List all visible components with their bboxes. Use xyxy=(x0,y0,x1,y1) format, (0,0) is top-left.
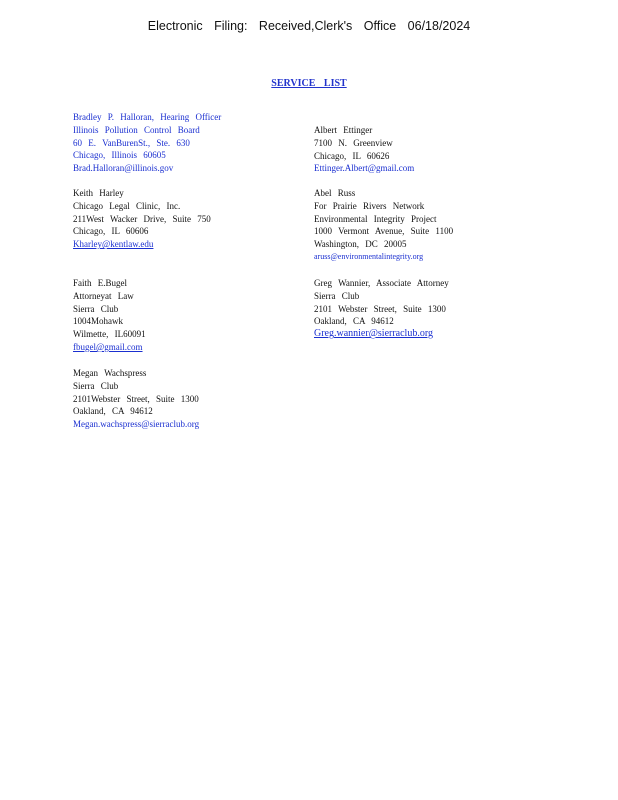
contact-line: 2101Webster Street, Suite 1300 xyxy=(73,393,199,404)
contact-line: 2101 Webster Street, Suite 1300 xyxy=(314,303,446,314)
contact-line: 1004Mohawk xyxy=(73,316,123,327)
contact-line: 1000 Vermont Avenue, Suite 1100 xyxy=(314,226,454,237)
contact-email[interactable]: Brad.Halloran@illinois.gov xyxy=(73,163,174,174)
contact-line: Sierra Club xyxy=(73,303,119,314)
contact-line: Albert Ettinger xyxy=(314,125,373,135)
contact-line: Chicago Legal Clinic, Inc. xyxy=(73,200,181,211)
contact-email[interactable]: Megan.wachspress@sierraclub.org xyxy=(73,419,200,430)
contact-email[interactable]: fbugel@gmail.com xyxy=(73,341,143,352)
contact-line: Attorneyat Law xyxy=(73,290,134,301)
contact-email[interactable]: Kharley@kentlaw.edu xyxy=(73,239,154,250)
contact-line: Oakland, CA 94612 xyxy=(314,316,394,327)
contact-line: Abel Russ xyxy=(314,188,356,198)
contact-wannier xyxy=(314,277,449,341)
contact-line: Environmental Integrity Project xyxy=(314,213,437,224)
contact-ettinger xyxy=(314,124,414,175)
page-title: SERVICE LIST xyxy=(271,78,347,89)
contact-line: Oakland, CA 94612 xyxy=(73,406,153,417)
contact-email[interactable]: Ettinger.Albert@gmail.com xyxy=(314,163,415,174)
contact-line: 60 E. VanBurenSt., Ste. 630 xyxy=(73,137,190,148)
contact-line: For Prairie Rivers Network xyxy=(314,200,425,211)
contact-line: Sierra Club xyxy=(73,380,119,391)
contact-line: Faith E.Bugel xyxy=(73,278,127,288)
contact-line: Keith Harley xyxy=(73,188,124,198)
contact-line: 7100 N. Greenview xyxy=(314,137,393,148)
contact-bugel xyxy=(73,277,146,354)
contact-harley xyxy=(73,187,211,251)
contact-line: Washington, DC 20005 xyxy=(314,239,407,250)
contact-line: Chicago, IL 60626 xyxy=(314,150,390,161)
contact-line: Illinois Pollution Control Board xyxy=(73,124,200,135)
contact-line: Chicago, Illinois 60605 xyxy=(73,150,166,161)
contact-email[interactable]: Greg.wannier@sierraclub.org xyxy=(314,328,433,340)
contact-line: Greg Wannier, Associate Attorney xyxy=(314,278,449,288)
contact-line: Megan Wachspress xyxy=(73,368,147,378)
contact-email[interactable]: aruss@environmentalintegrity.org xyxy=(314,251,424,261)
contact-line: Sierra Club xyxy=(314,290,360,301)
contact-russ xyxy=(314,187,453,264)
contact-line: Chicago, IL 60606 xyxy=(73,226,149,237)
contact-line: 211West Wacker Drive, Suite 750 xyxy=(73,213,211,224)
contact-wachspress xyxy=(73,367,199,431)
filing-stamp: Electronic Filing: Received,Clerk's Office 06/18/2024 xyxy=(147,19,471,33)
contact-line: Wilmette, IL60091 xyxy=(73,329,146,340)
contact-halloran xyxy=(73,111,221,175)
contact-line: Bradley P. Halloran, Hearing Officer xyxy=(73,112,222,122)
